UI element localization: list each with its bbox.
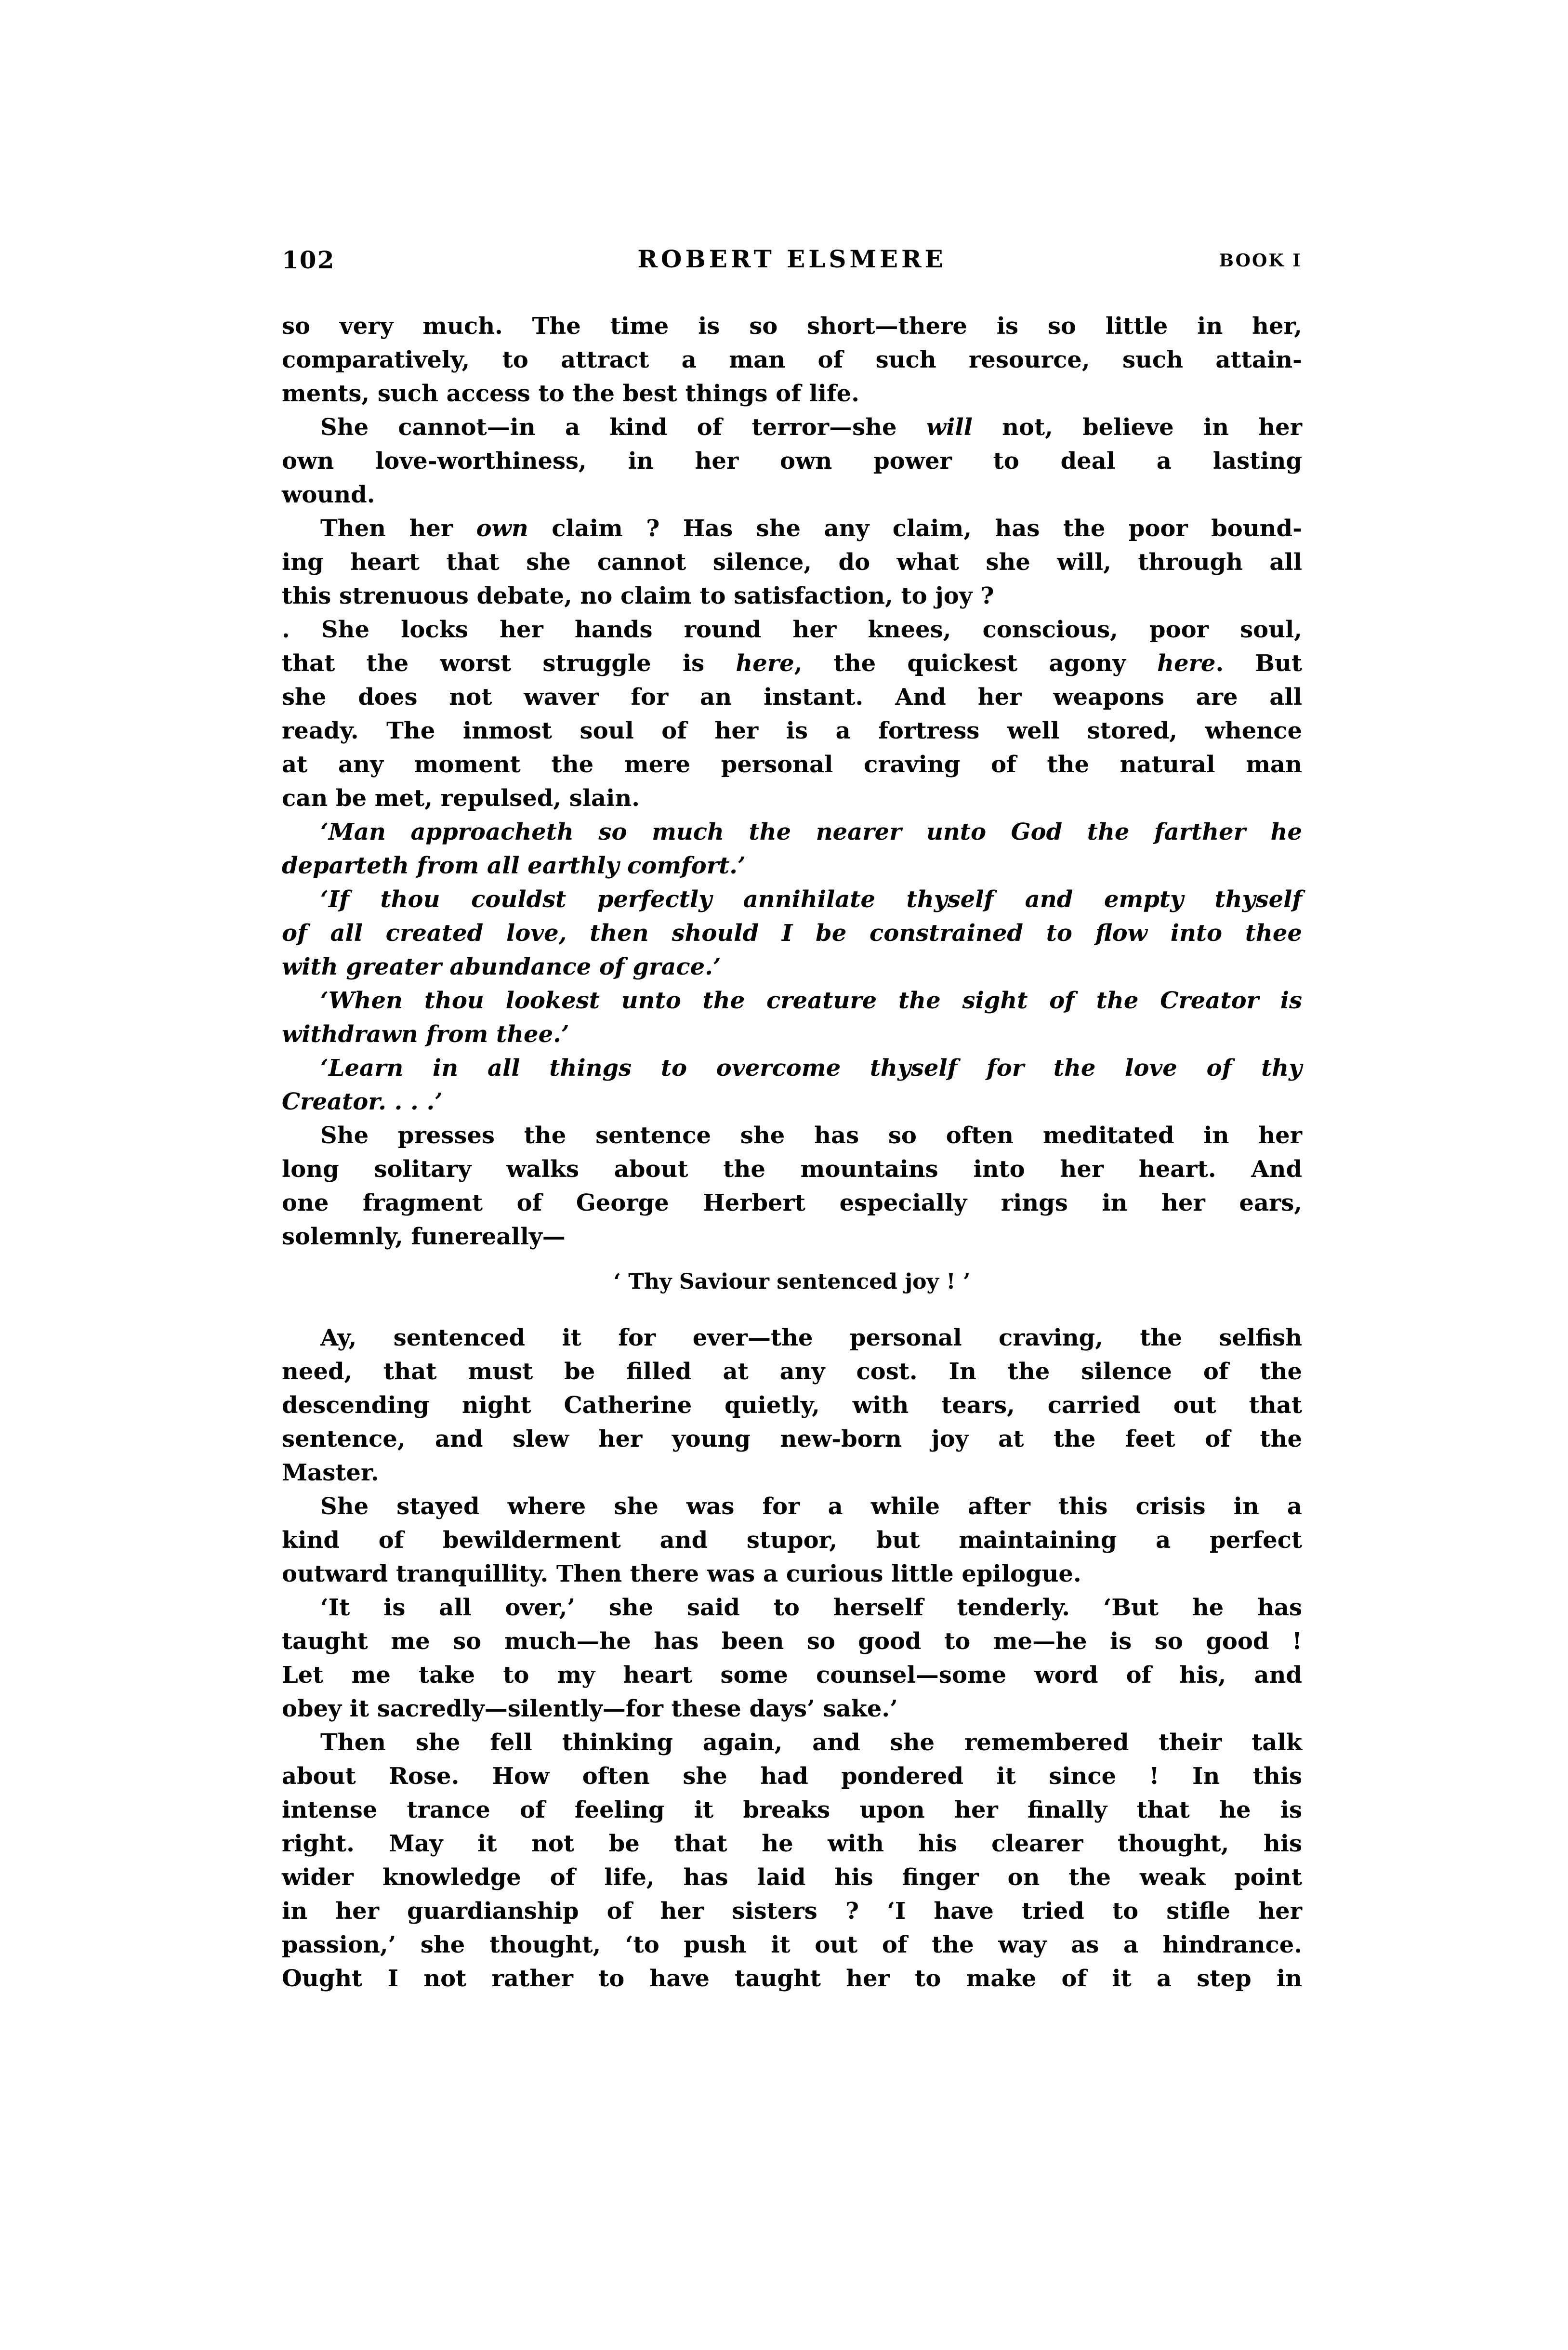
paragraph <box>282 815 1302 883</box>
text-line <box>282 478 1302 512</box>
text-line <box>282 1220 1302 1254</box>
text-line <box>282 1557 1302 1591</box>
text-line <box>282 377 1302 410</box>
text-segment: one fragment of George Herbert especially rings in her ears, <box>282 1189 1302 1216</box>
text-line <box>282 1692 1302 1726</box>
text-line <box>282 1861 1302 1894</box>
centered-quote <box>282 1265 1302 1299</box>
text-line <box>282 1894 1302 1928</box>
text-segment: ing heart that she cannot silence, do what she will, through all <box>282 549 1302 576</box>
text-segment: intense trance of feeling it breaks upon her finally that he is <box>282 1796 1302 1823</box>
paragraph <box>282 613 1302 815</box>
text-line <box>282 1793 1302 1827</box>
text-segment: ‘ Thy Saviour sentenced joy ! ’ <box>613 1269 971 1294</box>
text-segment: here <box>1157 650 1216 677</box>
text-segment: departeth from all earthly comfort.’ <box>282 852 746 879</box>
text-line <box>282 714 1302 748</box>
text-segment: own love-worthiness, in her own power to deal a lasting <box>282 448 1302 475</box>
text-segment: Let me take to my heart some counsel—some word of his, and <box>282 1662 1302 1689</box>
text-segment: , the quickest agony <box>794 650 1158 677</box>
text-line <box>282 1490 1302 1523</box>
text-segment: Ay, sentenced it for ever—the personal craving, the selfish <box>320 1324 1302 1351</box>
text-segment: in her guardianship of her sisters ? ‘I have tried to stifle her <box>282 1898 1302 1925</box>
text-segment: descending night Catherine quietly, with tears, carried out that <box>282 1392 1302 1419</box>
book-label: BOOK I <box>1219 251 1302 271</box>
paragraph <box>282 1726 1302 1995</box>
paragraph <box>282 1051 1302 1119</box>
text-segment: She stayed where she was for a while after this crisis in a <box>320 1493 1302 1520</box>
text-segment: need, that must be filled at any cost. In the silence of the <box>282 1358 1302 1385</box>
text-line <box>282 984 1302 1017</box>
paragraph <box>282 309 1302 410</box>
text-segment: that the worst struggle is <box>282 650 736 677</box>
text-segment: . She locks her hands round her knees, conscious, poor soul, <box>282 616 1302 643</box>
text-line <box>282 309 1302 343</box>
text-segment: about Rose. How often she had pondered it since ! In this <box>282 1763 1302 1790</box>
page-number: 102 <box>282 246 335 274</box>
text-segment: so very much. The time is so short—there is so little in her, <box>282 313 1302 340</box>
text-segment: Then her <box>320 515 476 542</box>
text-segment: ready. The inmost soul of her is a fortress well stored, whence <box>282 717 1302 744</box>
text-segment: passion,’ she thought, ‘to push it out of the way as a hindrance. <box>282 1931 1302 1958</box>
text-line <box>282 883 1302 916</box>
text-line <box>282 1759 1302 1793</box>
text-segment: this strenuous debate, no claim to satisfaction, to joy ? <box>282 582 994 609</box>
text-line <box>282 1051 1302 1085</box>
text-segment: will <box>926 414 973 441</box>
text-line <box>282 950 1302 984</box>
text-line <box>282 1456 1302 1490</box>
paragraph <box>282 1119 1302 1254</box>
paragraph <box>282 984 1302 1051</box>
text-segment: ments, such access to the best things of life. <box>282 380 859 407</box>
text-line <box>282 1152 1302 1186</box>
text-segment: . But <box>1215 650 1302 677</box>
text-line <box>282 1017 1302 1051</box>
page-title: ROBERT ELSMERE <box>637 245 947 273</box>
text-line <box>282 1388 1302 1422</box>
text-segment: taught me so much—he has been so good to me—he is so good ! <box>282 1628 1302 1655</box>
text-segment: obey it sacredly—silently—for these days’ sake.’ <box>282 1695 898 1722</box>
text-segment: ‘If thou couldst perfectly annihilate thyself and empty thyself <box>320 886 1302 913</box>
text-line <box>282 1591 1302 1624</box>
text-segment: Creator. . . .’ <box>282 1088 443 1115</box>
paragraph <box>282 1591 1302 1726</box>
text-segment: long solitary walks about the mountains into her heart. And <box>282 1156 1302 1183</box>
text-segment: of all created love, then should I be constrained to flow into thee <box>282 920 1302 947</box>
text-segment: wound. <box>282 481 375 508</box>
text-segment: withdrawn from thee.’ <box>282 1021 569 1048</box>
text-segment: Then she fell thinking again, and she remembered their talk <box>320 1729 1302 1756</box>
text-line <box>282 343 1302 377</box>
text-segment: sentence, and slew her young new-born joy at the feet of the <box>282 1426 1302 1452</box>
text-line <box>282 444 1302 478</box>
text-segment: ‘Man approacheth so much the nearer unto God the farther he <box>320 819 1302 845</box>
text-segment: wider knowledge of life, has laid his finger on the weak point <box>282 1864 1302 1891</box>
text-line <box>282 1085 1302 1119</box>
text-line <box>282 579 1302 613</box>
text-segment: kind of bewilderment and stupor, but maintaining a perfect <box>282 1527 1302 1554</box>
page-body <box>282 309 1302 1995</box>
text-segment: at any moment the mere personal craving of the natural man <box>282 751 1302 778</box>
text-segment: solemnly, funereally— <box>282 1223 566 1250</box>
text-line <box>282 815 1302 849</box>
text-segment: not, believe in her <box>972 414 1302 441</box>
paragraph <box>282 1321 1302 1490</box>
text-line <box>282 916 1302 950</box>
text-segment: Master. <box>282 1459 379 1486</box>
text-line <box>282 1928 1302 1962</box>
text-line <box>282 748 1302 781</box>
text-segment: outward tranquillity. Then there was a curious little epilogue. <box>282 1560 1081 1587</box>
text-segment: own <box>476 515 528 542</box>
text-line <box>282 1827 1302 1861</box>
text-segment: claim ? Has she any claim, has the poor bound- <box>528 515 1302 542</box>
text-line <box>282 1962 1302 1995</box>
text-segment: ‘Learn in all things to overcome thyself for the love of thy <box>320 1055 1302 1082</box>
text-segment: ‘It is all over,’ she said to herself tenderly. ‘But he has <box>320 1594 1302 1621</box>
text-segment: comparatively, to attract a man of such resource, such attain- <box>282 346 1302 373</box>
text-segment: She cannot—in a kind of terror—she <box>320 414 926 441</box>
text-line <box>282 1523 1302 1557</box>
running-header <box>282 245 1302 278</box>
text-line <box>282 1265 1302 1299</box>
text-segment: she does not waver for an instant. And her weapons are all <box>282 684 1302 711</box>
text-segment: here <box>736 650 794 677</box>
paragraph <box>282 410 1302 512</box>
text-line <box>282 680 1302 714</box>
text-line <box>282 1355 1302 1388</box>
text-line <box>282 1726 1302 1759</box>
text-line <box>282 781 1302 815</box>
text-line <box>282 613 1302 647</box>
text-line <box>282 1186 1302 1220</box>
text-line <box>282 1624 1302 1658</box>
text-segment: ‘When thou lookest unto the creature the sight of the Creator is <box>320 987 1302 1014</box>
paragraph <box>282 883 1302 984</box>
text-line <box>282 1321 1302 1355</box>
text-segment: can be met, repulsed, slain. <box>282 785 640 812</box>
text-line <box>282 1658 1302 1692</box>
text-line <box>282 1119 1302 1152</box>
paragraph <box>282 512 1302 613</box>
text-line <box>282 410 1302 444</box>
text-line <box>282 647 1302 680</box>
text-line <box>282 512 1302 545</box>
text-segment: Ought I not rather to have taught her to make of it a step in <box>282 1965 1302 1992</box>
text-line <box>282 849 1302 883</box>
paragraph <box>282 1490 1302 1591</box>
text-line <box>282 1422 1302 1456</box>
text-segment: right. May it not be that he with his clearer thought, his <box>282 1830 1302 1857</box>
text-segment: She presses the sentence she has so often meditated in her <box>320 1122 1302 1149</box>
text-segment: with greater abundance of grace.’ <box>282 953 721 980</box>
text-line <box>282 545 1302 579</box>
